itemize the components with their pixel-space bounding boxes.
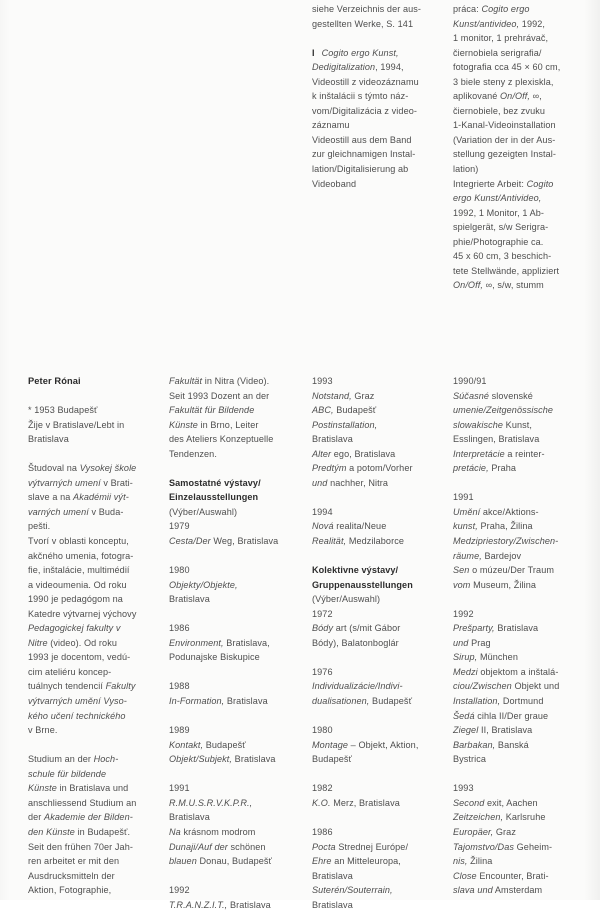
text-line: On/Off, ∞, s/w, stumm: [453, 280, 544, 291]
text-line: ergo Kunst/Antivideo,: [453, 193, 542, 204]
spacer: [169, 709, 299, 724]
solo-heading-line-1: Samostatné výstavy/: [169, 477, 261, 488]
exhibition-entry-line: Bódy art (s/mit Gábor: [312, 623, 401, 634]
exhibition-entry-line: Objekt/Subjekt, Bratislava: [169, 754, 276, 765]
exhibition-entry-line: Bratislava: [312, 899, 353, 910]
exhibition-entry-line: Environment, Bratislava,: [169, 637, 270, 648]
exhibition-entry-line: Suterén/Souterrain,: [312, 885, 393, 896]
figure-subtitle: Dedigitalization: [312, 62, 376, 73]
top-caption-column-3: [312, 2, 440, 191]
exhibition-entry-line: Podunajske Biskupice: [169, 652, 260, 663]
text-line: Videoband: [312, 178, 357, 189]
exhibition-entry-line: dualisationen, Budapešť: [312, 696, 413, 707]
artist-name: Peter Rónai: [28, 376, 81, 386]
exhibition-entry-line: Zeitzeichen, Karlsruhe: [453, 812, 546, 823]
bio-slovak-text: [28, 461, 154, 737]
text-line: pešti.: [28, 521, 51, 532]
spacer: [453, 592, 587, 607]
text-line: fie, inštalácie, multimédií: [28, 565, 130, 576]
solo-exhibition-list-part-1: [169, 519, 299, 912]
exhibition-entry-line: Umění akce/Aktions-: [453, 506, 539, 517]
text-line: (Variation der in der Aus-: [453, 134, 556, 145]
exhibition-year: 1992: [453, 608, 474, 619]
exhibition-year: 1976: [312, 666, 333, 677]
text-line: 3 biele steny z plexiskla,: [453, 76, 554, 87]
artist-lives-line-2: Bratislava: [28, 434, 69, 445]
exhibition-entry-line: Pocta Strednej Európe/: [312, 841, 409, 852]
artist-born: * 1953 Budapešť: [28, 405, 98, 416]
text-line: vom/Digitalizácia z video-: [312, 105, 417, 116]
spacer: [169, 767, 299, 782]
spacer: [312, 650, 442, 665]
group-exhibition-list-part-2: [453, 374, 587, 898]
exhibition-entry-line: T.R.A.N.Z.I.T., Bratislava: [169, 899, 271, 910]
text-line: Pedagogickej fakulty v: [28, 623, 121, 634]
exhibition-entry-line: Montage – Objekt, Aktion,: [312, 739, 419, 750]
text-line: Künste in Bratislava und: [28, 783, 129, 794]
text-line: Integrierte Arbeit: Cogito: [453, 178, 554, 189]
text-line: Tvorí v oblasti konceptu,: [28, 536, 129, 547]
text-line: 1-Kanal-Videoinstallation: [453, 120, 556, 131]
text-line: phie/Photographie ca.: [453, 236, 544, 247]
text-line: Seit den frühen 70er Jah-: [28, 841, 133, 852]
exhibition-entry-line: Tajomstvo/Das Geheim-: [453, 841, 553, 852]
exhibition-entry-line: nis, Žilina: [453, 856, 493, 867]
spacer: [312, 549, 442, 564]
spacer: [28, 738, 154, 753]
exhibition-year: 1993: [453, 783, 474, 794]
spacer: [169, 461, 299, 476]
top-caption-column-4: [453, 2, 585, 293]
exhibition-entry-line: Budapešť: [312, 754, 353, 765]
exhibition-entry-line: Second exit, Aachen: [453, 797, 538, 808]
exhibition-entry-line: Alter ego, Bratislava: [312, 448, 396, 459]
exhibition-year: 1993: [312, 376, 333, 386]
exhibition-entry-line: Predtým a potom/Vorher: [312, 463, 413, 474]
exhibition-year: 1982: [312, 783, 333, 794]
text-line: a videoumenia. Od roku: [28, 579, 127, 590]
exhibition-entry-line: Barbakan, Banská: [453, 739, 529, 750]
exhibition-entry-line: blauen Donau, Budapešť: [169, 856, 273, 867]
exhibition-entry-line: Installation, Dortmund: [453, 696, 544, 707]
bio-german-text: [28, 752, 154, 897]
exhibition-entry-line: In-Formation, Bratislava: [169, 696, 268, 707]
text-line: zur gleichnamigen Instal-: [312, 149, 416, 160]
exhibition-year: 1986: [169, 623, 190, 634]
text-line: Katedre výtvarnej výchovy: [28, 608, 137, 619]
text-line: cim ateliéru koncep-: [28, 666, 112, 677]
text-line: stellung gezeigten Instal-: [453, 149, 556, 160]
text-line: 45 x 60 cm, 3 beschich-: [453, 251, 552, 262]
text-line: v Brne.: [28, 725, 58, 736]
exhibition-year: 1979: [169, 521, 190, 532]
exhibition-entry-line: Súčasné slovenské: [453, 390, 533, 401]
exhibition-entry-line: Postinstallation,: [312, 419, 378, 430]
spacer: [312, 31, 440, 46]
exhibition-entry-line: slowakische Kunst,: [453, 419, 532, 430]
exhibition-entry-line: Bratislava: [169, 812, 210, 823]
exhibition-entry-line: kunst, Praha, Žilina: [453, 521, 533, 532]
text-line: Videostill aus dem Band: [312, 134, 412, 145]
spacer: [312, 490, 442, 505]
spacer: [312, 767, 442, 782]
text-line: čiernobiele, bez zvuku: [453, 105, 546, 116]
text-line: výtvarných umení v Brati-: [28, 477, 133, 488]
exhibition-entry-line: Notstand, Graz: [312, 390, 375, 401]
exhibition-year: 1990/91: [453, 376, 487, 386]
spacer: [312, 709, 442, 724]
exhibition-entry-line: ciou/Zwischen Objekt und: [453, 681, 560, 692]
exhibition-year: 1972: [312, 608, 333, 619]
exhibition-entry-line: Na krásnom modrom: [169, 826, 256, 837]
exhibition-entry-line: vom Museum, Žilina: [453, 579, 537, 590]
text-line: aplikované On/Off, ∞,: [453, 91, 542, 102]
exhibition-entry-line: ABC, Budapešť: [312, 405, 377, 416]
artist-lives-line-1: Žije v Bratislave/Lebt in: [28, 419, 125, 430]
exhibition-entry-line: räume, Bardejov: [453, 550, 522, 561]
exhibition-entry-line: Ehre an Mitteleuropa,: [312, 856, 401, 867]
text-line: Seit 1993 Dozent an der: [169, 390, 270, 401]
text-line: výtvarných umění Vyso-: [28, 696, 127, 707]
group-heading-line-2: Gruppenausstellungen: [312, 579, 413, 590]
solo-exhibition-list-part-2: [312, 374, 442, 549]
group-exhibition-list-part-1: [312, 607, 442, 912]
exhibition-entry-line: Cesta/Der Weg, Bratislava: [169, 536, 279, 547]
ref-note-line-2: gestellten Werke, S. 141: [312, 18, 414, 29]
exhibition-entry-line: Realität, Medzilaborce: [312, 536, 404, 547]
bio-column-3: [312, 374, 442, 912]
exhibition-entry-line: Individualizácie/Indivi-: [312, 681, 403, 692]
text-line: Kunst/antivideo, 1992,: [453, 18, 546, 29]
text-line: des Ateliers Konzeptuelle: [169, 434, 274, 445]
ref-note-line-1: siehe Verzeichnis der aus-: [312, 4, 422, 14]
exhibition-entry-line: Europäer, Graz: [453, 826, 516, 837]
text-line: spielgerät, s/w Serigra-: [453, 222, 549, 233]
group-subheading: (Výber/Auswahl): [312, 594, 381, 605]
exhibition-entry-line: Sen o múzeu/Der Traum: [453, 565, 555, 576]
text-line: Videostill z videozáznamu: [312, 76, 419, 87]
exhibition-entry-line: pretácie, Praha: [453, 463, 517, 474]
text-line: lation/Digitalisierung ab: [312, 164, 409, 175]
exhibition-entry-line: und nachher, Nitra: [312, 477, 388, 488]
exhibition-year: 1992: [169, 885, 190, 896]
bio-german-continued: [169, 374, 299, 461]
exhibition-entry-line: und Prag: [453, 637, 491, 648]
figure-subtitle-line: [312, 60, 440, 75]
figure-title: Cogito ergo Kunst,: [321, 47, 399, 58]
text-line: záznamu: [312, 120, 350, 131]
text-line: der Akademie der Bilden-: [28, 812, 133, 823]
exhibition-entry-line: Esslingen, Bratislava: [453, 434, 540, 445]
solo-heading-line-2: Einzelausstellungen: [169, 492, 259, 503]
text-line: práca: Cogito ergo: [453, 4, 530, 14]
text-line: čiernobiela serigrafia/: [453, 47, 542, 58]
exhibition-entry-line: Interpretácie a reinter-: [453, 448, 545, 459]
exhibition-year: 1989: [169, 725, 190, 736]
text-line: ren arbeitet er mit den: [28, 856, 120, 867]
exhibition-year: 1991: [453, 492, 474, 503]
exhibition-entry-line: Kontakt, Budapešť: [169, 739, 246, 750]
text-line: Aktion, Fotographie,: [28, 885, 112, 896]
text-line: tuálnych tendencií Fakulty: [28, 681, 136, 692]
text-line: anschliessend Studium an: [28, 797, 137, 808]
exhibition-entry-line: Medzi objektom a inštalá-: [453, 666, 559, 677]
bio-column-4: [453, 374, 587, 898]
figure-year: , 1994,: [375, 62, 404, 73]
spacer: [169, 665, 299, 680]
text-line: Fakultät für Bildende: [169, 405, 255, 416]
exhibition-entry-line: Objekty/Objekte,: [169, 579, 238, 590]
text-line: tete Stellwände, appliziert: [453, 265, 560, 276]
text-line: slave a na Akadémii výt-: [28, 492, 129, 503]
exhibition-entry-line: Bratislava: [169, 594, 210, 605]
text-line: kého učení technického: [28, 710, 126, 721]
spacer: [169, 549, 299, 564]
figure-mark: I: [312, 47, 315, 58]
text-line: Fakultät in Nitra (Video).: [169, 376, 270, 386]
spacer: [169, 607, 299, 622]
spacer: [169, 869, 299, 884]
text-line: lation): [453, 164, 479, 175]
exhibition-entry-line: Ziegel II, Bratislava: [453, 725, 533, 736]
text-line: varných umení v Buda-: [28, 506, 124, 517]
exhibition-entry-line: Dunaji/Auf der schönen: [169, 841, 266, 852]
exhibition-year: 1980: [169, 565, 190, 576]
text-line: k inštalácii s týmto náz-: [312, 91, 409, 102]
bio-column-2: [169, 374, 299, 912]
exhibition-entry-line: Bódy), Balatonboglár: [312, 637, 399, 648]
exhibition-year: 1988: [169, 681, 190, 692]
text-line: schule für bildende: [28, 768, 107, 779]
exhibition-entry-line: Sirup, München: [453, 652, 518, 663]
exhibition-entry-line: Nová realita/Neue: [312, 521, 387, 532]
text-line: 1 monitor, 1 prehrávač,: [453, 33, 549, 44]
exhibition-entry-line: Close Encounter, Brati-: [453, 870, 549, 881]
exhibition-year: 1986: [312, 826, 333, 837]
text-line: akčného umenia, fotogra-: [28, 550, 134, 561]
spacer: [453, 476, 587, 491]
spacer: [28, 389, 154, 404]
exhibition-year: 1980: [312, 725, 333, 736]
group-heading-line-1: Kolektivne výstavy/: [312, 565, 399, 576]
text-line: Nitre (video). Od roku: [28, 637, 117, 648]
exhibition-entry-line: Bystrica: [453, 754, 487, 765]
exhibition-entry-line: Bratislava: [312, 434, 353, 445]
spacer: [28, 447, 154, 462]
exhibition-year: 1994: [312, 506, 333, 517]
exhibition-entry-line: K.O. Merz, Bratislava: [312, 797, 400, 808]
figure-caption-head: [312, 46, 440, 61]
text-line: fotografia cca 45 × 60 cm,: [453, 62, 561, 73]
text-line: 1992, 1 Monitor, 1 Ab-: [453, 207, 545, 218]
exhibition-entry-line: umenie/Zeitgenössische: [453, 405, 554, 416]
exhibition-entry-line: Medzipriestory/Zwischen-: [453, 536, 559, 547]
text-line: Tendenzen.: [169, 448, 217, 459]
exhibition-entry-line: R.M.U.S.R.V.K.P.R.,: [169, 797, 253, 808]
text-line: Ausdrucksmitteln der: [28, 870, 115, 881]
exhibition-entry-line: Šedá cihla II/Der graue: [453, 710, 549, 721]
text-line: Studium an der Hoch-: [28, 754, 119, 765]
text-line: Študoval na Vysokej škole: [28, 463, 137, 474]
text-line: 1990 je pedagógom na: [28, 594, 123, 605]
text-line: Künste in Brno, Leiter: [169, 419, 259, 430]
exhibition-entry-line: Prešparty, Bratislava: [453, 623, 539, 634]
text-line: 1993 je docentom, vedú-: [28, 652, 131, 663]
top-caption-column-4-body: [453, 2, 585, 293]
solo-subheading: (Výber/Auswahl): [169, 506, 238, 517]
text-line: den Künste in Budapešť.: [28, 826, 131, 837]
spacer: [453, 767, 587, 782]
exhibition-entry-line: Bratislava: [312, 870, 353, 881]
bio-column-1: [28, 374, 154, 898]
exhibition-year: 1991: [169, 783, 190, 794]
exhibition-entry-line: slava und Amsterdam: [453, 885, 543, 896]
figure-caption-body: [312, 75, 440, 191]
spacer: [312, 810, 442, 825]
page-gutter-shade-left: [0, 0, 10, 900]
